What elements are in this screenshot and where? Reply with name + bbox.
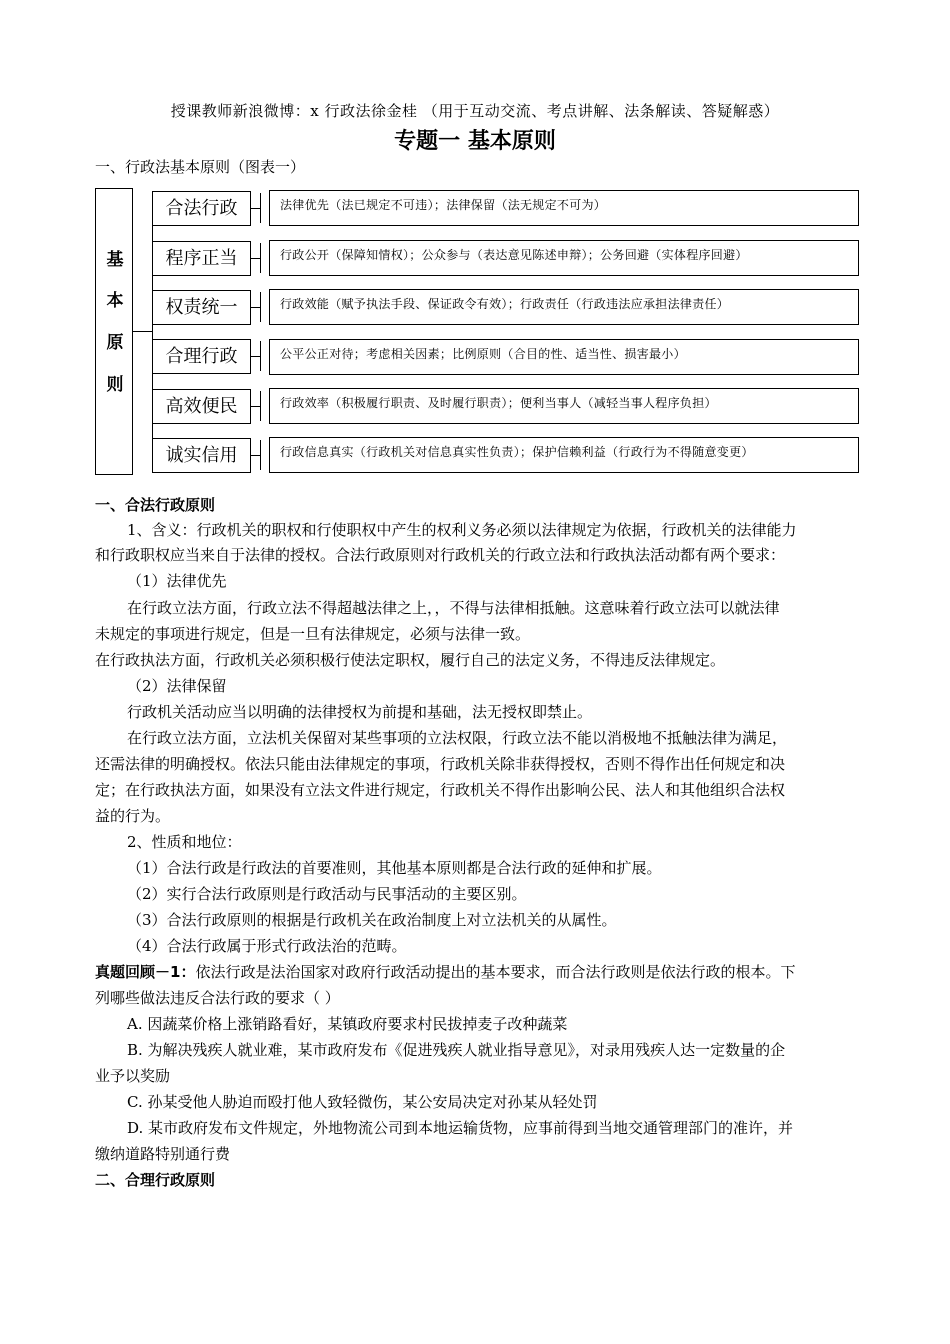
text-line: 还需法律的明确授权。依法只能由法律规定的事项，行政机关除非获得授权，否则不得作出任何规定和决	[95, 755, 786, 773]
text-line: 列哪些做法违反合法行政的要求（ ）	[95, 989, 340, 1007]
main-char: 本	[106, 291, 124, 311]
basic-principles-box	[95, 188, 133, 475]
text-line: （3）合法行政原则的根据是行政机关在政治制度上对立法机关的从属性。	[127, 911, 617, 929]
connector	[260, 243, 261, 273]
principle-box: 诚实信用	[152, 438, 251, 473]
text-line: 在行政执法方面，行政机关必须积极行使法定职权，履行自己的法定义务，不得违反法律规定。	[95, 651, 726, 669]
principle-desc: 行政公开（保障知情权）；公众参与（表达意见陈述申辩）；公务回避（实体程序回避）	[269, 240, 859, 276]
text-line: （2）实行合法行政原则是行政活动与民事活动的主要区别。	[127, 885, 527, 903]
section-heading: 一、合法行政原则	[95, 496, 216, 514]
principle-box: 合法行政	[152, 191, 251, 226]
connector	[260, 440, 261, 470]
principles-diagram	[94, 188, 864, 478]
text-line: （4）合法行政属于形式行政法治的范畴。	[127, 937, 407, 955]
text-line: 在行政立法方面，立法机关保留对某些事项的立法权限，行政立法不能以消极地不抵触法律为满足，	[127, 729, 788, 747]
principle-desc: 法律优先（法已规定不可违）；法律保留（法无规定不可为）	[269, 190, 859, 226]
text-line: 和行政职权应当来自于法律的授权。合法行政原则对行政机关的行政立法和行政执法活动都有两个要求：	[95, 546, 786, 564]
principle-box: 合理行政	[152, 339, 251, 374]
text-line: 缴纳道路特别通行费	[95, 1145, 231, 1163]
text-line: （1）法律优先	[127, 572, 227, 590]
main-char: 原	[106, 333, 124, 353]
option-a: A. 因蔬菜价格上涨销路看好，某镇政府要求村民拔掉麦子改种蔬菜	[127, 1015, 568, 1033]
text-line: 未规定的事项进行规定，但是一旦有法律规定，必须与法律一致。	[95, 625, 531, 643]
text-line: 2、性质和地位：	[127, 833, 242, 851]
header-line: 授课教师新浪微博：x 行政法徐金桂 （用于互动交流、考点讲解、法条解读、答疑解惑）	[170, 102, 780, 120]
main-char: 则	[106, 375, 124, 395]
main-char: 基	[106, 250, 124, 270]
review-text: 依法行政是法治国家对政府行政活动提出的基本要求，而合法行政则是依法行政的根本。下	[195, 963, 796, 981]
principle-desc: 行政效率（积极履行职责、及时履行职责）；便利当事人（减轻当事人程序负担）	[269, 388, 859, 424]
connector	[260, 193, 261, 223]
principle-desc: 行政信息真实（行政机关对信息真实性负责）；保护信赖利益（行政行为不得随意变更）	[269, 437, 859, 473]
review-question	[95, 961, 795, 982]
review-label: 真题回顾－1：	[95, 963, 196, 981]
principle-box: 高效便民	[152, 389, 251, 424]
text-line: 在行政立法方面，行政立法不得超越法律之上，，不得与法律相抵触。这意味着行政立法可以就法律	[127, 599, 780, 617]
option-b: B. 为解决残疾人就业难，某市政府发布《促进残疾人就业指导意见》，对录用残疾人达一定数量的企	[127, 1041, 786, 1059]
text-line: （1）合法行政是行政法的首要准则，其他基本原则都是合法行政的延伸和扩展。	[127, 859, 662, 877]
connector	[260, 391, 261, 421]
section-heading: 二、合理行政原则	[95, 1171, 216, 1189]
option-d: D. 某市政府发布文件规定，外地物流公司到本地运输货物，应事前得到当地交通管理部门的准许，并	[127, 1119, 794, 1137]
principle-box: 程序正当	[152, 241, 251, 276]
connector	[260, 292, 261, 322]
page-title: 专题一 基本原则	[394, 129, 556, 154]
principle-box: 权责统一	[152, 290, 251, 325]
text-line: 定；在行政执法方面，如果没有立法文件进行规定，行政机关不得作出影响公民、法人和其他组织合法权	[95, 781, 786, 799]
principle-desc: 公平公正对待；考虑相关因素；比例原则（合目的性、适当性、损害最小）	[269, 339, 859, 375]
connector	[260, 341, 261, 371]
diagram-caption: 一、行政法基本原则（图表一）	[95, 158, 306, 176]
text-line: 行政机关活动应当以明确的法律授权为前提和基础，法无授权即禁止。	[127, 703, 593, 721]
text-line: 业予以奖励	[95, 1067, 171, 1085]
text-line: 益的行为。	[95, 807, 171, 825]
text-line: （2）法律保留	[127, 677, 227, 695]
bracket-connector	[133, 331, 152, 332]
principle-desc: 行政效能（赋予执法手段、保证政令有效）；行政责任（行政违法应承担法律责任）	[269, 289, 859, 325]
text-line: 1、含义：行政机关的职权和行使职权中产生的权利义务必须以法律规定为依据，行政机关的法律能力	[127, 521, 797, 539]
option-c: C. 孙某受他人胁迫而殴打他人致轻微伤，某公安局决定对孙某从轻处罚	[127, 1093, 598, 1111]
